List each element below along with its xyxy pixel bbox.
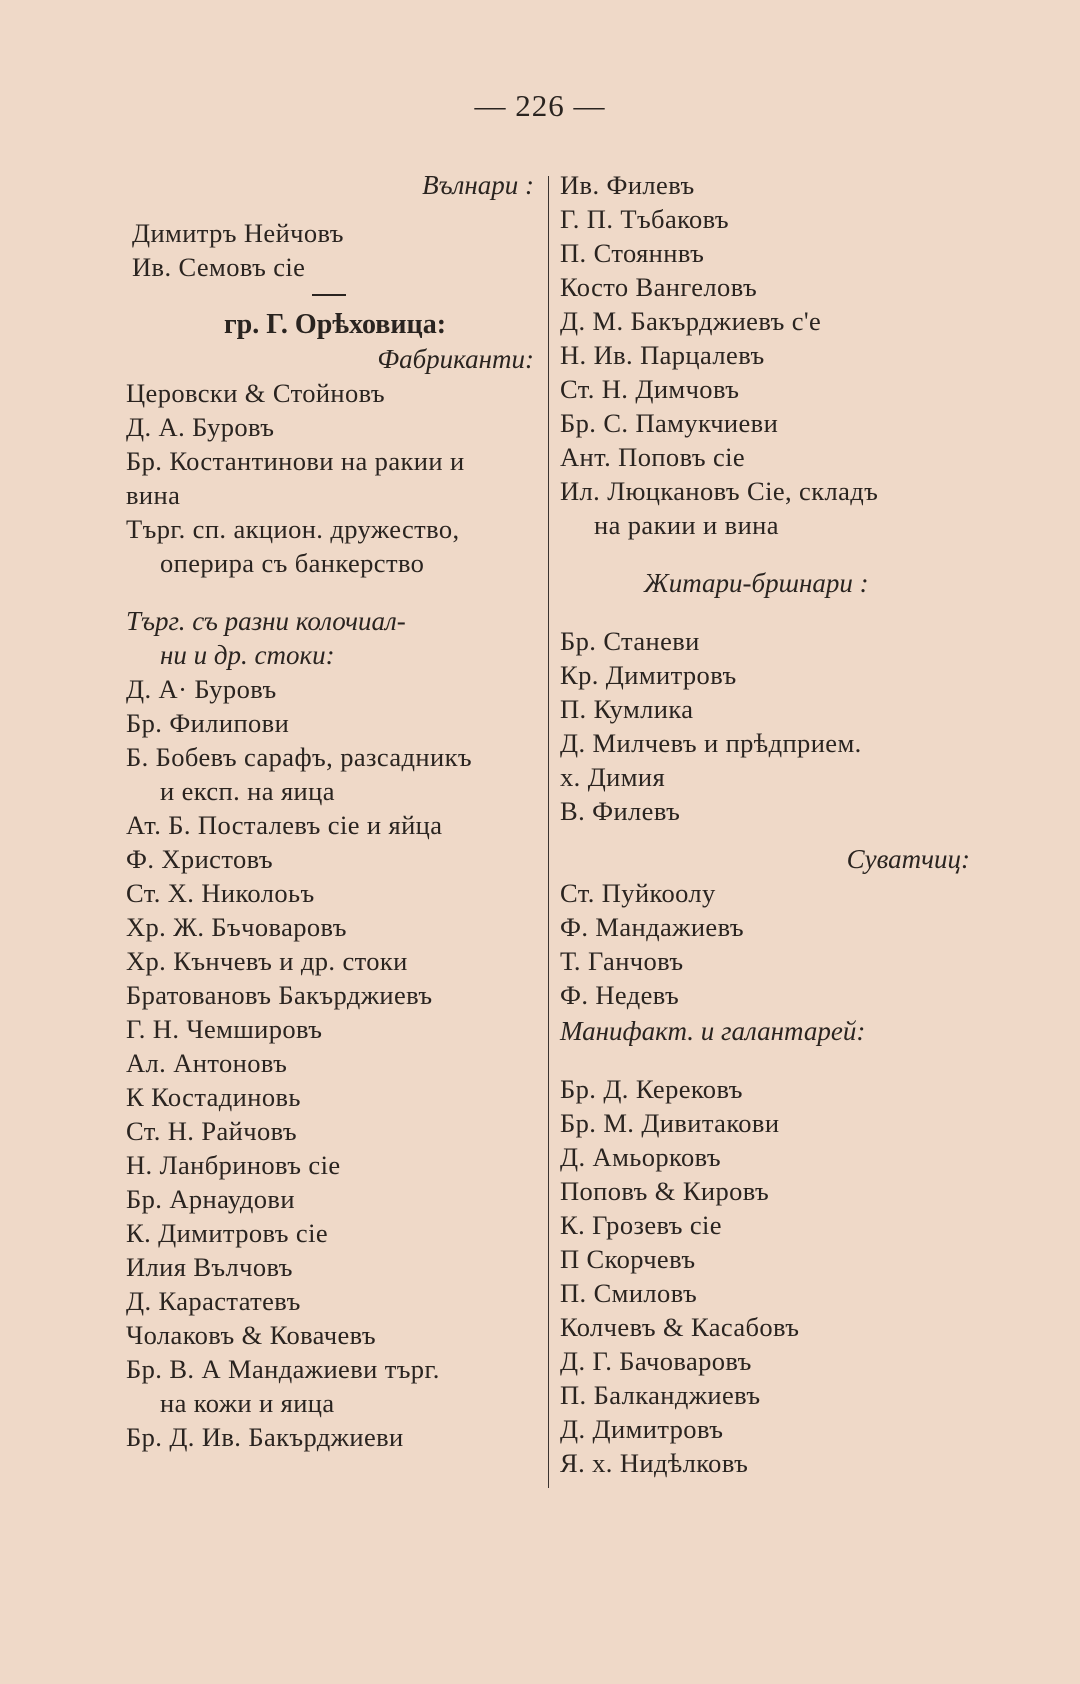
list-item: Ал. Антоновъ [126,1048,288,1078]
list-item: Бр. В. А Мандажиеви търг. [126,1354,440,1384]
list-item: и експ. на яица [160,776,335,806]
list-item: П Скорчевъ [560,1244,696,1274]
list-item: Димитръ Нейчовъ [132,218,344,248]
section-title-targ-line1: Търг. съ разни колочиал- [126,606,406,636]
left-column [126,168,544,1454]
list-item: Ст. Н. Димчовъ [560,374,740,404]
list-item: К. Димитровъ сіе [126,1218,329,1248]
list-item: Търг. сп. акцион. дружество, [126,514,460,544]
list-item: Бр. Арнаудови [126,1184,295,1214]
list-item: Т. Ганчовъ [560,946,684,976]
list-item: К. Грозевъ сіе [560,1210,722,1240]
list-item: на ракии и вина [594,510,779,540]
list-item: Ив. Семовъ сіе [132,252,306,282]
list-item: Бр. С. Памукчиеви [560,408,779,438]
list-item: Г. Н. Чемшировъ [126,1014,323,1044]
list-item: Н. Ланбриновъ сіе [126,1150,341,1180]
list-item: Бр. Костантинови на ракии и [126,446,465,476]
list-item: Д. А· Буровъ [126,674,277,704]
list-item: П. Стояннвъ [560,238,705,268]
list-item: Б. Бобевъ сарафъ, разсадникъ [126,742,472,772]
list-item: Д. Г. Бачоваровъ [560,1346,752,1376]
list-item: Церовски & Стойновъ [126,378,386,408]
list-item: Ат. Б. Посталевъ сіе и яйца [126,810,443,840]
list-item: Ив. Филевъ [560,170,695,200]
list-item: вина [126,480,181,510]
list-item: Д. Милчевъ и прѣдприем. [560,728,862,758]
list-item: Бр. Д. Керековъ [560,1074,743,1104]
separator-dash [312,294,346,296]
list-item: Ил. Люцкановъ Сіе, складъ [560,476,879,506]
list-item: Д. М. Бакърджиевъ с'е [560,306,822,336]
list-item: Ф. Недевъ [560,980,680,1010]
list-item: Г. П. Тъбаковъ [560,204,730,234]
list-item: Д. А. Буровъ [126,412,275,442]
section-title-zhitari: Житари-бршнари : [644,568,869,598]
section-title-targ-line2: ни и др. стоки: [160,640,335,670]
list-item: П. Смиловъ [560,1278,698,1308]
list-item: Д. Карастатевъ [126,1286,301,1316]
list-item: Я. х. Нидѣлковъ [560,1448,749,1478]
list-item: Чолаковъ & Ковачевъ [126,1320,377,1350]
list-item: Бр. Станеви [560,626,700,656]
list-item: Н. Ив. Парцалевъ [560,340,765,370]
section-title-fabrikanti: Фабриканти: [377,344,534,374]
section-title-valnari: Вълнари : [422,170,534,200]
list-item: Хр. Кънчевъ и др. стоки [126,946,408,976]
section-title-suvatchii: Суватчиц: [846,844,970,874]
list-item: Братовановъ Бакърджиевъ [126,980,433,1010]
list-item: х. Димия [560,762,666,792]
list-item: Косто Вангеловъ [560,272,758,302]
list-item: Колчевъ & Касабовъ [560,1312,800,1342]
list-item: Бр. Д. Ив. Бакърджиеви [126,1422,404,1452]
list-item: Ф. Христовъ [126,844,273,874]
right-column [560,168,980,1480]
city-heading: гр. Г. Орѣховица: [223,309,447,340]
list-item: Ст. Н. Райчовъ [126,1116,297,1146]
column-divider [548,176,549,1488]
list-item: Ст. Х. Николоьъ [126,878,315,908]
list-item: Кр. Димитровъ [560,660,737,690]
list-item: П. Кумлика [560,694,694,724]
list-item: Бр. Филипови [126,708,290,738]
page-number: — 226 — [474,88,606,123]
list-item: П. Балканджиевъ [560,1380,761,1410]
list-item: Ст. Пуйкоолу [560,878,716,908]
list-item: на кожи и яица [160,1388,335,1418]
list-item: Ф. Мандажиевъ [560,912,744,942]
list-item: Ант. Поповъ сіе [560,442,746,472]
list-item: Д. Димитровъ [560,1414,724,1444]
list-item: оперира съ банкерство [160,548,425,578]
section-title-manifakt: Манифакт. и галантарей: [560,1016,866,1046]
list-item: К Костадиновь [126,1082,301,1112]
list-item: В. Филевъ [560,796,681,826]
list-item: Бр. М. Дивитакови [560,1108,780,1138]
list-item: Поповъ & Кировъ [560,1176,770,1206]
list-item: Илия Вълчовъ [126,1252,293,1282]
list-item: Хр. Ж. Бъчоваровъ [126,912,347,942]
list-item: Д. Амьорковъ [560,1142,721,1172]
